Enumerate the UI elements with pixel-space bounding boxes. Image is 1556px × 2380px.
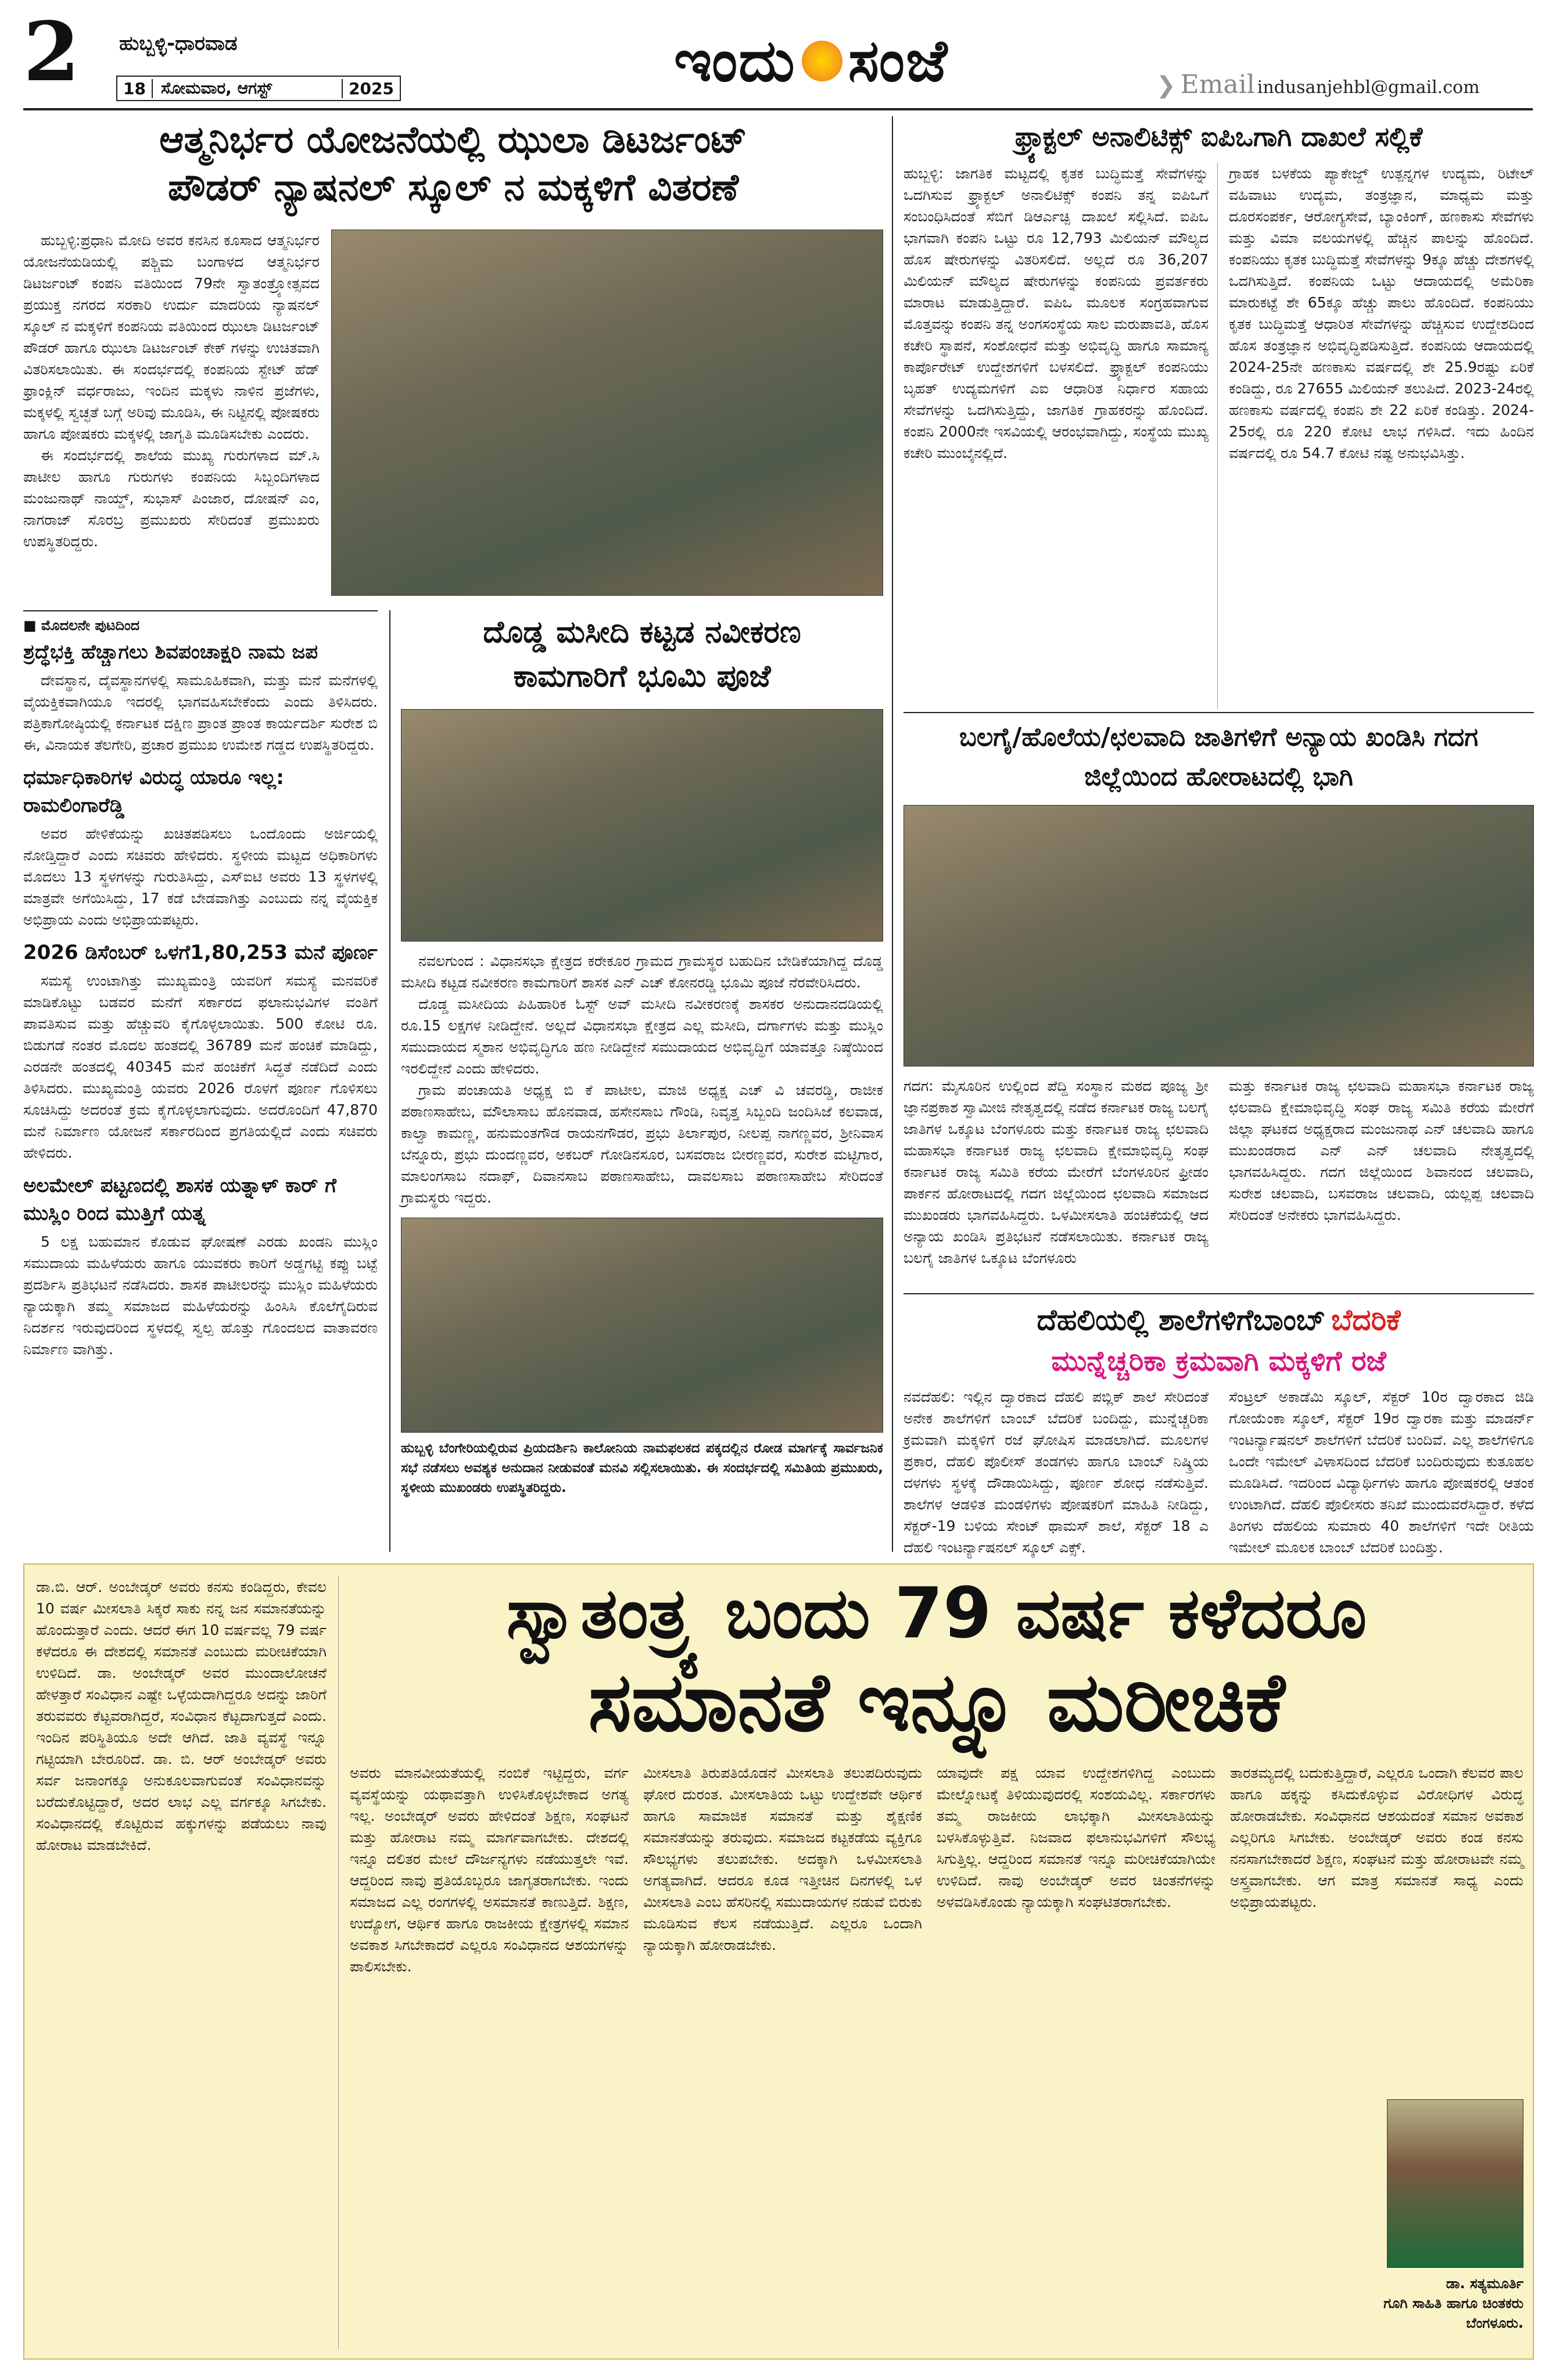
feature-col-divider-1 [338, 1576, 339, 2349]
article5-bottom-rule [904, 1293, 1534, 1294]
feature-col4: ಯಾವುದೇ ಪಕ್ಷ ಯಾವ ಉದ್ದೇಶಗಳಿಗಿದ್ದ ಎಂಬುದು ಮೇಲ್ನೋಟಕ್ಕೆ ತಿಳಿಯುವುದರಲ್ಲಿ ಸಂಶಯವಿಲ್ಲ. ಸರ್ಕಾರಗಳು ತಮ್ಮ ರಾಜಕೀಯ ಲಾಭಕ್ಕಾಗಿ ಮೀಸಲಾತಿಯನ್ನು ಬಳಸಿಕೊಳ್ಳುತ್ತಿವೆ. ನಿಜವಾದ ಫಲಾನುಭವಿಗಳಿಗೆ ಸೌಲಭ್ಯ ಸಿಗುತ್ತಿಲ್ಲ. ಆದ್ದರಿಂದ ಸಮಾನತೆ ಇನ್ನೂ ಮರೀಚಿಕೆಯಾಗಿಯೇ ಉಳಿದಿದೆ. ನಾವು ಅಂಬೇಡ್ಕರ್ ಅವರ ಚಿಂತನೆಗಳನ್ನು ಅಳವಡಿಸಿಕೊಂಡು ನ್ಯಾಯಕ್ಕಾಗಿ ಸಂಘಟಿತರಾಗಬೇಕು. [937, 1765, 1216, 1910]
article-jhula-detergent [23, 116, 883, 604]
article4-headline: ಫ್ರ್ಯಾಕ್ಟಲ್ ಅನಾಲಿಟಿಕ್ಸ್ ಐಪಿಒಗಾಗಿ ದಾಖಲೆ ಸಲ್ಲಿಕೆ [1014, 121, 1423, 152]
sidebar-item-3-title: 2026 ಡಿಸೆಂಬರ್ ಒಳಗೆ1,80,253 ಮನೆ ಪೂರ್ಣ [23, 941, 378, 964]
sidebar-item-1-title: ಶ್ರದ್ಧೆಭಕ್ತಿ ಹೆಚ್ಚಾಗಲು ಶಿವಪಂಚಾಕ್ಷರಿ ನಾಮ ಜಪ [23, 640, 318, 664]
article5-col1: ಗದಗ: ಮೈಸೂರಿನ ಉಲ್ಲಿಂದ ಪೆದ್ದಿ ಸಂಸ್ಥಾನ ಮಠದ ಪೂಜ್ಯ ಶ್ರೀ ಜ್ಞಾನಪ್ರಕಾಶ ಸ್ವಾಮೀಜಿ ನೇತೃತ್ವದಲ್ಲಿ ನಡೆದ ಕರ್ನಾಟಕ ರಾಜ್ಯ ಬಲಗೈ ಜಾತಿಗಳ ಒಕ್ಕೂಟ ಬೆಂಗಳೂರು ಮತ್ತು ಕರ್ನಾಟಕ ರಾಜ್ಯ ಛಲವಾದಿ ಮಹಾಸಭಾ ಕರ್ನಾಟಕ ರಾಜ್ಯ ಛಲವಾದಿ ಕ್ಷೇಮಾಭಿವೃದ್ಧಿ ಸಂಘ ಕರ್ನಾಟಕ ರಾಜ್ಯ ಸಮಿತಿ ಕರೆಯ ಮೇರೆಗೆ ಬೆಂಗಳೂರಿನ ಫ್ರೀಡಂ ಪಾರ್ಕನ ಹೋರಾಟದಲ್ಲಿ ಗದಗ ಜಿಲ್ಲೆಯಿಂದ ಛಲವಾದಿ ಸಮಾಜದ ಮುಖಂಡರು ಭಾಗವಹಿಸಿದ್ದರು. ಒಳಮೀಸಲಾತಿ ಹಂಚಿಕೆಯಲ್ಲಿ ಆದ ಅನ್ಯಾಯ ಖಂಡಿಸಿ ಪ್ರತಿಭಟನೆ ನಡೆಸಲಾಯಿತು. ಕರ್ನಾಟಕ ರಾಜ್ಯ ಬಲಗೈ ಜಾತಿಗಳ ಒಕ್ಕೂಟ ಬೆಂಗಳೂರು [904, 1078, 1209, 1266]
sidebar-divider [389, 610, 390, 1552]
sidebar-continued [23, 610, 378, 1552]
photo3-caption: ಹುಬ್ಬಳ್ಳಿ ಬೆಂಗೇರಿಯಲ್ಲಿರುವ ಪ್ರಿಯದರ್ಶಿನಿ ಕಾಲೋನಿಯ ನಾಮಫಲಕದ ಪಕ್ಕದಲ್ಲಿನ ರೋಡ ಮಾರ್ಗಕ್ಕೆ ಸಾರ್ವಜನಿಕ ಸಭೆ ನಡೆಸಲು ಅವಶ್ಯಕ ಅನುದಾನ ನೀಡುವಂತೆ ಮನವಿ ಸಲ್ಲಿಸಲಾಯಿತು. ಈ ಸಂದರ್ಭದಲ್ಲಿ ಸಮಿತಿಯ ಪ್ರಮುಖರು, ಸ್ಥಳೀಯ ಮುಖಂಡರು ಉಪಸ್ಥಿತರಿದ್ದರು. [401, 1441, 883, 1495]
article-delhi-bomb-threat [904, 1299, 1534, 1556]
sidebar-intro: ■ ಮೊದಲನೇ ಪುಟದಿಂದ [23, 617, 140, 634]
article-fractal-ipo [904, 116, 1534, 715]
chevron-right-icon: ❯ [1156, 72, 1176, 99]
article2-para-1: ನವಲಗುಂದ : ವಿಧಾನಸಭಾ ಕ್ಷೇತ್ರದ ಕರೇಕೂರ ಗ್ರಾಮದ ಗ್ರಾಮಸ್ಥರ ಬಹುದಿನ ಬೇಡಿಕೆಯಾಗಿದ್ದ ದೊಡ್ಡ ಮಸೀದಿ ಕಟ್ಟಡ ನವೀಕರಣ ಕಾಮಗಾರಿಗೆ ಶಾಸಕ ಎನ್ ಎಚ್ ಕೋನರಡ್ಡಿ ಭೂಮಿ ಪೂಜೆ ನೆರವೇರಿಸಿದರು. [401, 953, 883, 991]
feature-col1: ಡಾ.ಬಿ. ಆರ್. ಅಂಬೇಡ್ಕರ್ ಅವರು ಕನಸು ಕಂಡಿದ್ದರು, ಕೇವಲ 10 ವರ್ಷ ಮೀಸಲಾತಿ ಸಿಕ್ಕರೆ ಸಾಕು ನನ್ನ ಜನ ಸಮಾನತೆಯನ್ನು ಹೊಂದುತ್ತಾರೆ ಎಂದು. ಆದರೆ ಈಗ 10 ವರ್ಷವಲ್ಲ 79 ವರ್ಷ ಕಳೆದರೂ ಈ ದೇಶದಲ್ಲಿ ಸಮಾನತೆ ಎಂಬುದು ಮರೀಚಿಕೆಯಾಗಿ ಉಳಿದಿದೆ. ಡಾ. ಅಂಬೇಡ್ಕರ್ ಅವರ ಮುಂದಾಲೋಚನೆ ಹೇಳತ್ತಾರೆ ಸಂವಿಧಾನ ಎಷ್ಟೇ ಒಳ್ಳೆಯದಾಗಿದ್ದರೂ ಅದನ್ನು ಜಾರಿಗೆ ತರುವವರು ಕೆಟ್ಟವರಾಗಿದ್ದರೆ, ಸಂವಿಧಾನ ಕೆಟ್ಟದಾಗುತ್ತದೆ ಎಂದು. ಇಂದಿನ ಪರಿಸ್ಥಿತಿಯೂ ಅದೇ ಆಗಿದೆ. ಜಾತಿ ವ್ಯವಸ್ಥೆ ಇನ್ನೂ ಗಟ್ಟಿಯಾಗಿ ಬೇರೂರಿದೆ. ಡಾ. ಬಿ. ಆರ್ ಅಂಬೇಡ್ಕರ್ ಅವರು ಸರ್ವ ಜನಾಂಗಕ್ಕೂ ಅನುಕೂಲವಾಗುವಂತೆ ಸಂವಿಧಾನವನ್ನು ಬರೆದುಕೊಟ್ಟಿದ್ದಾರೆ, ಅದರ ಲಾಭ ಎಲ್ಲ ವರ್ಗಕ್ಕೂ ಸಿಗಬೇಕು. ಸಂವಿಧಾನದಲ್ಲಿ ಕೊಟ್ಟಿರುವ ಹಕ್ಕುಗಳನ್ನು ಪಡೆಯಲು ನಾವು ಹೋರಾಟ ಮಾಡಬೇಕಿದೆ. [36, 1579, 327, 1853]
article4-bottom-rule [904, 712, 1534, 713]
date-day: 18 [117, 79, 153, 98]
article6-headline-black: ದೆಹಲಿಯಲ್ಲಿ ಶಾಲೆಗಳಿಗೆಬಾಂಬ್ [1037, 1303, 1326, 1337]
article6-subheadline: ಮುನ್ನೆಚ್ಚರಿಕಾ ಕ್ರಮವಾಗಿ ಮಕ್ಕಳಿಗೆ ರಜೆ [1051, 1345, 1386, 1377]
sidebar-item-4-title: ಅಲಮೇಲ್ ಪಟ್ಟಣದಲ್ಲಿ ಶಾಸಕ ಯತ್ನಾಳ್ ಕಾರ್ ಗೆ ಮುಸ್ಲಿಂ ರಿಂದ ಮುತ್ತಿಗೆ ಯತ್ನ [23, 1174, 336, 1225]
masthead-rule [23, 108, 1533, 110]
article5-photo-protest [904, 805, 1534, 1066]
sidebar-top-rule [23, 610, 378, 611]
page-number: 2 [23, 5, 80, 100]
date-text: ಸೋಮವಾರ, ಆಗಸ್ಟ್ [160, 78, 273, 98]
article1-para-2: ಈ ಸಂದರ್ಭದಲ್ಲಿ ಶಾಲೆಯ ಮುಖ್ಯ ಗುರುಗಳಾದ ಮ್.ಸಿ ಪಾಟೀಲ ಹಾಗೂ ಗುರುಗಳು ಕಂಪನಿಯ ಸಿಬ್ಬಂದಿಗಳಾದ ಮಂಜುನಾಥ್ ನಾಯ್ಡ್, ಸುಭಾಸ್ ಪಿಂಜಾರ, ದೋಷನ್ ಎಂ, ನಾಗರಾಜ್ ಸೊರಬ್ರ ಪ್ರಮುಖರು ಸೇರಿದಂತೆ ಪ್ರಮುಖರು ಉಪಸ್ಥಿತರಿದ್ದರು. [23, 447, 320, 550]
article2-headline: ದೊಡ್ಡ ಮಸೀದಿ ಕಟ್ಟಡ ನವೀಕರಣ ಕಾಮಗಾರಿಗೆ ಭೂಮಿ ಪೂಜೆ [483, 615, 801, 694]
article2-photo-bhoomi-pooja [401, 709, 883, 942]
sidebar-item-2 [23, 764, 378, 930]
article6-headline [904, 1299, 1534, 1341]
edition-label: ಹುಬ್ಬಳ್ಳಿ-ಧಾರವಾಡ [119, 32, 238, 55]
article6-col2: ಸೆಂಟ್ರಲ್ ಅಕಾಡೆಮಿ ಸ್ಕೂಲ್, ಸೆಕ್ಟರ್ 10ರ ದ್ವಾರಕಾದ ಜಿಡಿ ಗೋಯೆಂಕಾ ಸ್ಕೂಲ್, ಸೆಕ್ಟರ್ 19ರ ದ್ವಾರಕಾ ಮತ್ತು ಮಾಡರ್ನ್ ಇಂಟರ್ನ್ಯಾಷನಲ್ ಶಾಲೆಗಳಿಗೆ ಬೆದರಿಕೆ ಬಂದಿವೆ. ಎಲ್ಲ ಶಾಲೆಗಳಿಗೂ ಒಂದೇ ಇಮೇಲ್ ವಿಳಾಸದಿಂದ ಬೆದರಿಕೆ ಬಂದಿರುವುದು ಕುತೂಹಲ ಮೂಡಿಸಿದೆ. ಇದರಿಂದ ವಿದ್ಯಾರ್ಥಿಗಳು ಹಾಗೂ ಪೋಷಕರಲ್ಲಿ ಆತಂಕ ಉಂಟಾಗಿದೆ. ದೆಹಲಿ ಪೊಲೀಸರು ತನಿಖೆ ಮುಂದುವರೆಸಿದ್ದಾರೆ. ಕಳೆದ ತಿಂಗಳು ದೆಹಲಿಯ ಸುಮಾರು 40 ಶಾಲೆಗಳಿಗೆ ಇದೇ ರೀತಿಯ ಇಮೇಲ್ ಮೂಲಕ ಬಾಂಬ್ ಬೆದರಿಕೆ ಬಂದಿತ್ತು. [1229, 1388, 1534, 1556]
sidebar-item-4 [23, 1172, 378, 1360]
article4-divider [1217, 163, 1218, 709]
sun-icon [802, 41, 842, 81]
author-place: ಬೆಂಗಳೂರು. [1466, 2315, 1523, 2331]
feature-equality [23, 1563, 1534, 2360]
article6-headline-red: ಬೆದರಿಕೆ [1331, 1303, 1401, 1337]
article5-headline: ಬಲಗೈ/ಹೊಲೆಯ/ಛಲವಾದಿ ಜಾತಿಗಳಿಗೆ ಅನ್ಯಾಯ ಖಂಡಿಸಿ ಗದಗ ಜಿಲ್ಲೆಯಿಂದ ಹೋರಾಟದಲ್ಲಿ ಭಾಗಿ [959, 722, 1479, 792]
article1-photo-school-children [331, 230, 883, 596]
photo3-image [401, 1218, 883, 1433]
sidebar-item-3-text: ಸಮಸ್ಯೆ ಉಂಟಾಗಿತ್ತು ಮುಖ್ಯಮಂತ್ರಿ ಯವರಿಗೆ ಸಮಸ್ಯೆ ಮನವರಿಕೆ ಮಾಡಿಕೊಟ್ಟು ಬಡವರ ಮನೆಗೆ ಸರ್ಕಾರದ ಫಲಾನುಭವಿಗಳ ವಂತಿಗೆ ಪಾವತಿಸುವ ಮತ್ತು ಹೆಚ್ಚುವರಿ ಕೈಗೊಳ್ಳಲಾಯಿತು. 500 ಕೋಟಿ ರೂ. ಬಿಡುಗಡೆ ನಂತರ ಮೊದಲ ಹಂತದಲ್ಲಿ 36789 ಮನೆ ಹಂಚಿಕೆ ಮಾಡಿದ್ದು, ಎರಡನೇ ಹಂತದಲ್ಲಿ 40345 ಮನೆ ಹಂಚಿಕೆಗೆ ಸಿದ್ಧತೆ ನಡೆದಿದೆ ಎಂದು ತಿಳಿಸಿದರು. ಮುಖ್ಯಮಂತ್ರಿ ಯವರು 2026 ರೊಳಗೆ ಪೂರ್ಣ ಗೊಳಿಸಲು ಸೂಚಿಸಿದ್ದು ಅದರಂತೆ ಕ್ರಮ ಕೈಗೊಳ್ಳಲಾಗುವುದು. ಅದರೊಂದಿಗೆ 47,870 ಮನೆ ನಿರ್ಮಾಣ ಯೋಜನೆ ಸರ್ಕಾರದಿಂದ ಪ್ರಗತಿಯಲ್ಲಿದೆ ಎಂದು ಸಚಿವರು ಹೇಳಿದರು. [23, 972, 378, 1161]
article1-headline-line2: ಪೌಡರ್ ನ್ಯಾಷನಲ್ ಸ್ಕೂಲ್ ನ ಮಕ್ಕಳಿಗೆ ವಿತರಣೆ [167, 166, 739, 209]
author-info [1230, 2274, 1523, 2333]
article4-col1: ಹುಬ್ಬಳ್ಳಿ: ಜಾಗತಿಕ ಮಟ್ಟದಲ್ಲಿ ಕೃತಕ ಬುದ್ಧಿಮತ್ತೆ ಸೇವೆಗಳನ್ನು ಒದಗಿಸುವ ಫ್ರ್ಯಾಕ್ಟಲ್ ಅನಾಲಿಟಿಕ್ಸ್ ಕಂಪನಿ ತನ್ನ ಐಪಿಒಗೆ ಸಂಬಂಧಿಸಿದಂತೆ ಸೆಬಿಗೆ ಡಿಆರ್ಎಚ್ಪಿ ದಾಖಲೆ ಸಲ್ಲಿಸಿದೆ. ಐಪಿಒ ಭಾಗವಾಗಿ ಕಂಪನಿ ಒಟ್ಟು ರೂ 12,793 ಮಿಲಿಯನ್ ಮೌಲ್ಯದ ಹೊಸ ಷೇರುಗಳನ್ನು ವಿತರಿಸಲಿದೆ. ಅಲ್ಲದೆ ರೂ 36,207 ಮಿಲಿಯನ್ ಮೌಲ್ಯದ ಷೇರುಗಳನ್ನು ಕಂಪನಿಯ ಪ್ರವರ್ತಕರು ಮಾರಾಟ ಮಾಡುತ್ತಿದ್ದಾರೆ. ಐಪಿಒ ಮೂಲಕ ಸಂಗ್ರಹವಾಗುವ ಮೊತ್ತವನ್ನು ಕಂಪನಿ ತನ್ನ ಅಂಗಸಂಸ್ಥೆಯ ಸಾಲ ಮರುಪಾವತಿ, ಹೊಸ ಕಚೇರಿ ಸ್ಥಾಪನೆ, ಸಂಶೋಧನೆ ಮತ್ತು ಅಭಿವೃದ್ಧಿ ಹಾಗೂ ಸಾಮಾನ್ಯ ಕಾರ್ಪೊರೇಟ್ ಉದ್ದೇಶಗಳಿಗೆ ಬಳಸಲಿದೆ. ಫ್ರ್ಯಾಕ್ಟಲ್ ಕಂಪನಿಯು ಬೃಹತ್ ಉದ್ಯಮಗಳಿಗೆ ಎಐ ಆಧಾರಿತ ನಿರ್ಧಾರ ಸಹಾಯ ಸೇವೆಗಳನ್ನು ಒದಗಿಸುತ್ತಿದ್ದು, ಜಾಗತಿಕ ಗ್ರಾಹಕರನ್ನು ಹೊಂದಿದೆ. ಕಂಪನಿ 2000ನೇ ಇಸವಿಯಲ್ಲಿ ಆರಂಭವಾಗಿದ್ದು, ಸಂಸ್ಥೆಯ ಮುಖ್ಯ ಕಚೇರಿ ಮುಂಬೈನಲ್ಲಿದೆ. [904, 165, 1209, 461]
article4-col2: ಗ್ರಾಹಕ ಬಳಕೆಯ ಪ್ಯಾಕೇಜ್ಡ್ ಉತ್ಪನ್ನಗಳ ಉದ್ಯಮ, ರಿಟೇಲ್ ವಹಿವಾಟು ಉದ್ಯಮ, ತಂತ್ರಜ್ಞಾನ, ಮಾಧ್ಯಮ ಮತ್ತು ದೂರಸಂಪರ್ಕ, ಆರೋಗ್ಯಸೇವೆ, ಬ್ಯಾಂಕಿಂಗ್, ಹಣಕಾಸು ಸೇವೆಗಳು ಮತ್ತು ವಿಮಾ ವಲಯಗಳಲ್ಲಿ ಹೆಚ್ಚಿನ ಪಾಲನ್ನು ಹೊಂದಿದೆ. ಕಂಪನಿಯು ಕೃತಕ ಬುದ್ಧಿಮತ್ತೆ ಸೇವೆಗಳನ್ನು 9ಕ್ಕೂ ಹೆಚ್ಚು ದೇಶಗಳಲ್ಲಿ ಒದಗಿಸುತ್ತಿದೆ. ಕಂಪನಿಯ ಒಟ್ಟು ಆದಾಯದಲ್ಲಿ ಅಮೆರಿಕಾ ಮಾರುಕಟ್ಟೆ ಶೇ 65ಕ್ಕೂ ಹೆಚ್ಚು ಪಾಲು ಹೊಂದಿದೆ. ಕಂಪನಿಯು ಕೃತಕ ಬುದ್ಧಿಮತ್ತೆ ಆಧಾರಿತ ಸೇವೆಗಳನ್ನು ಹೆಚ್ಚಿಸುವ ಉದ್ದೇಶದಿಂದ ಹೊಸ ತಂತ್ರಜ್ಞಾನ ಅಭಿವೃದ್ಧಿಪಡಿಸುತ್ತಿದೆ. ಕಂಪನಿಯ ಆದಾಯದಲ್ಲಿ 2024-25ನೇ ಹಣಕಾಸು ವರ್ಷದಲ್ಲಿ ಶೇ 25.9ರಷ್ಟು ಏರಿಕೆ ಕಂಡಿದ್ದು, ರೂ 27655 ಮಿಲಿಯನ್ ತಲುಪಿದೆ. 2023-24ರಲ್ಲಿ ಹಣಕಾಸು ವರ್ಷದಲ್ಲಿ ಕಂಪನಿ ಶೇ 22 ಏರಿಕೆ ಕಂಡಿತ್ತು. 2024-25ರಲ್ಲಿ ರೂ 220 ಕೋಟಿ ಲಾಭ ಗಳಿಸಿದೆ. ಇದು ಹಿಂದಿನ ವರ್ಷದಲ್ಲಿ ರೂ 54.7 ಕೋಟಿ ನಷ್ಟ ಅನುಭವಿಸಿತ್ತು. [1229, 165, 1534, 461]
feature-col5: ತಾರತಮ್ಯದಲ್ಲಿ ಬದುಕುತ್ತಿದ್ದಾರೆ, ಎಲ್ಲರೂ ಒಂದಾಗಿ ಕೆಲವರ ಪಾಲ ಹಾಗೂ ಹಕ್ಕನ್ನು ಕಸಿದುಕೊಳ್ಳುವ ವಿರೋಧಿಗಳ ವಿರುದ್ಧ ಹೋರಾಡಬೇಕು. ಸಂವಿಧಾನದ ಆಶಯದಂತೆ ಸಮಾನ ಅವಕಾಶ ಎಲ್ಲರಿಗೂ ಸಿಗಬೇಕು. ಅಂಬೇಡ್ಕರ್ ಅವರು ಕಂಡ ಕನಸು ನನಸಾಗಬೇಕಾದರೆ ಶಿಕ್ಷಣ, ಸಂಘಟನೆ ಮತ್ತು ಹೋರಾಟವೇ ನಮ್ಮ ಅಸ್ತ್ರವಾಗಬೇಕು. ಆಗ ಮಾತ್ರ ಸಮಾನತೆ ಸಾಧ್ಯ ಎಂದು ಅಭಿಪ್ರಾಯಪಟ್ಟರು. [1230, 1765, 1523, 1910]
masthead [0, 0, 1556, 110]
article2-para-3: ಗ್ರಾಮ ಪಂಚಾಯತಿ ಅಧ್ಯಕ್ಷ ಬಿ ಕೆ ಪಾಟೀಲ, ಮಾಜಿ ಅಧ್ಯಕ್ಷ ಎಚ್ ವಿ ಚವರಡ್ಡಿ, ರಾಜೀಕ ಪಠಾಣಸಾಹೇಬ, ಮೌಲಾಸಾಬ ಹೊನವಾಡ, ಹಸೇನಸಾಬ ಗೌಂಡಿ, ನಿವೃತ್ತ ಸಿಬ್ಬಂದಿ ಜಂದಿಸಿಜೆ ಕಲವಾಡ, ಕಾಲ್ವಾ ಕಾಮಣ್ಣ, ಹನುಮಂತಗೌಡ ರಾಯನಗೌಡರ, ಪ್ರಭು ತಿರ್ಲಾಪುರ, ನೀಲಪ್ಪ ನಾಗಣ್ಣವರ, ಶ್ರೀನಿವಾಸ ಬೆನ್ನೂರು, ಪ್ರಭು ದುಂದಣ್ಣವರ, ಅಕಬರ್ ಗೋಡಿನಸೂರ, ಬಸವರಾಜ ಬೀರಣ್ಣವರ, ಸುರೇಶ ಮಟ್ಟಿಗಾರ, ಮಾಲಂಗಸಾಬ ನದಾಫ್, ದಿವಾನಸಾಬ ಪಠಾಣಸಾಹೇಬ, ದಾವಲಸಾಬ ಪಠಾಣಸಾಹೇಬ ಸೇರಿದಂತೆ ಗ್ರಾಮಸ್ಥರು ಇದ್ದರು. [401, 1082, 883, 1206]
article1-headline [23, 116, 883, 212]
article2-para-2: ದೊಡ್ಡ ಮಸೀದಿಯ ಪಿಹಿಹಾರಿಕ ಓಸ್ಟ್ ಅವ್ ಮಸೀದಿ ನವೀಕರಣಕ್ಕೆ ಶಾಸಕರ ಅನುದಾನದಡಿಯಲ್ಲಿ ರೂ.15 ಲಕ್ಷಗಳ ನೀಡಿದ್ದೇನೆ. ಅಲ್ಲದೆ ವಿಧಾನಸಭಾ ಕ್ಷೇತ್ರದ ಎಲ್ಲ ಮಸೀದಿ, ದರ್ಗಾಗಳು ಮತ್ತು ಮುಸ್ಲಿಂ ಸಮುದಾಯದ ಸ್ಮಶಾನ ಅಭಿವೃದ್ಧಿಗೂ ಹಣ ನೀಡಿದ್ದೇನೆ ಸಮುದಾಯದ ಅಭಿವೃದ್ಧಿಗೆ ಯಾವತ್ತೂ ನಿಷ್ಠೆಯಿಂದ ಇರಲಿದ್ದೇನೆ ಎಂದು ಹೇಳಿದರು. [401, 996, 883, 1077]
sidebar-item-1-text: ದೇವಸ್ಥಾನ, ದೈವಸ್ಥಾನಗಳಲ್ಲಿ ಸಾಮೂಹಿಕವಾಗಿ, ಮತ್ತು ಮನೆ ಮನೆಗಳಲ್ಲಿ ವೈಯಕ್ತಿಕವಾಗಿಯೂ ಇದರಲ್ಲಿ ಭಾಗವಹಿಸಬೇಕೆಂದು ಎಂದು ತಿಳಿಸಿದರು. ಪತ್ರಿಕಾಗೋಷ್ಠಿಯಲ್ಲಿ ಕರ್ನಾಟಕ ದಕ್ಷಿಣ ಪ್ರಾಂತ ಪ್ರಾಂತ ಕಾರ್ಯದರ್ಶಿ ಸುರೇಶ ಬಿ ಈ, ವಿನಾಯಕ ತೆಲಗೇರಿ, ಪ್ರಚಾರ ಪ್ರಮುಖ ಉಮೇಶ ಗಡ್ಡದ ಉಪಸ್ಥಿತರಿದ್ದರು. [23, 672, 378, 753]
feature-headline-line2: ಸಮಾನತೆ ಇನ್ನೂ ಮರೀಚಿಕೆ [588, 1655, 1285, 1750]
sidebar-item-4-text: 5 ಲಕ್ಷ ಬಹುಮಾನ ಕೊಡುವ ಘೋಷಣೆ ಎರಡು ಖಂಡನಿ ಮುಸ್ಲಿಂ ಸಮುದಾಯ ಮಹಿಳೆಯರು ಹಾಗೂ ಯುವಕರು ಕಾರಿಗೆ ಅಡ್ಡಗಟ್ಟಿ ಕಪ್ಪು ಬಟ್ಟೆ ಪ್ರದರ್ಶಿಸಿ ಪ್ರತಿಭಟನೆ ನಡೆಸಿದರು. ಶಾಸಕ ಪಾಟೀಲರನ್ನು ಮುಸ್ಲಿಂ ಮಹಿಳೆಯರು ನ್ಯಾಯಕ್ಕಾಗಿ ತಮ್ಮ ಸಮಾಜದ ಮಹಿಳೆಯರನ್ನು ಹಿಂಸಿಸಿ ಕೊಲೆಗೈದಿರುವ ನಿದರ್ಶನ ಇರುವುದರಿಂದ ಸ್ಥಳದಲ್ಲಿ ಸ್ವಲ್ಪ ಹೊತ್ತು ಗೊಂದಲದ ವಾತಾವರಣ ನಿರ್ಮಾಣ ವಾಗಿತ್ತು. [23, 1233, 378, 1358]
newspaper-logo [674, 17, 948, 105]
email-block [1156, 70, 1480, 99]
author-role: ಗೂಗಿ ಸಾಹಿತಿ ಹಾಗೂ ಚಿಂತಕರು [1383, 2295, 1523, 2311]
article1-headline-line1: ಆತ್ಮನಿರ್ಭರ ಯೋಜನೆಯಲ್ಲಿ ಝುಲಾ ಡಿಟರ್ಜಂಟ್ [159, 119, 747, 162]
sidebar-item-3 [23, 939, 378, 1164]
sidebar-item-1 [23, 638, 378, 756]
feature-col2: ಅವರು ಮಾನವೀಯತೆಯಲ್ಲಿ ನಂಬಿಕೆ ಇಟ್ಟಿದ್ದರು, ವರ್ಗ ವ್ಯವಸ್ಥೆಯನ್ನು ಯಥಾವತ್ತಾಗಿ ಉಳಿಸಿಕೊಳ್ಳಬೇಕಾದ ಅಗತ್ಯ ಇಲ್ಲ. ಅಂಬೇಡ್ಕರ್ ಅವರು ಹೇಳಿದಂತೆ ಶಿಕ್ಷಣ, ಸಂಘಟನೆ ಮತ್ತು ಹೋರಾಟ ನಮ್ಮ ಮಾರ್ಗವಾಗಬೇಕು. ದೇಶದಲ್ಲಿ ಇನ್ನೂ ದಲಿತರ ಮೇಲೆ ದೌರ್ಜನ್ಯಗಳು ನಡೆಯುತ್ತಲೇ ಇವೆ. ಆದ್ದರಿಂದ ನಾವು ಪ್ರತಿಯೊಬ್ಬರೂ ಜಾಗೃತರಾಗಬೇಕು. ಇಂದು ಸಮಾಜದ ಎಲ್ಲ ರಂಗಗಳಲ್ಲಿ ಅಸಮಾನತೆ ಕಾಣುತ್ತಿದೆ. ಶಿಕ್ಷಣ, ಉದ್ಯೋಗ, ಆರ್ಥಿಕ ಹಾಗೂ ರಾಜಕೀಯ ಕ್ಷೇತ್ರಗಳಲ್ಲಿ ಸಮಾನ ಅವಕಾಶ ಸಿಗಬೇಕಾದರೆ ಎಲ್ಲರೂ ಸಂವಿಧಾನದ ಆಶಯಗಳನ್ನು ಪಾಲಿಸಬೇಕು. [350, 1765, 629, 1975]
article-mosque-renovation [401, 610, 883, 1206]
article6-col1: ನವದೆಹಲಿ: ಇಲ್ಲಿನ ದ್ವಾರಕಾದ ದೆಹಲಿ ಪಬ್ಲಿಕ್ ಶಾಲೆ ಸೇರಿದಂತೆ ಅನೇಕ ಶಾಲೆಗಳಿಗೆ ಬಾಂಬ್ ಬೆದರಿಕೆ ಬಂದಿದ್ದು, ಮುನ್ನೆಚ್ಚರಿಕಾ ಕ್ರಮವಾಗಿ ಮಕ್ಕಳಿಗೆ ರಜೆ ಘೋಷಿಸ ಮಾಡಲಾಗಿದೆ. ಮೂಲಗಳ ಪ್ರಕಾರ, ದೆಹಲಿ ಪೊಲೀಸ್ ತಂಡಗಳು ಹಾಗೂ ಬಾಂಬ್ ನಿಷ್ಕ್ರಿಯ ದಳಗಳು ಸ್ಥಳಕ್ಕೆ ದೌಡಾಯಿಸಿದ್ದು, ಪೂರ್ಣ ಶೋಧ ನಡೆಸುತ್ತಿವೆ. ಶಾಲೆಗಳ ಆಡಳಿತ ಮಂಡಳಿಗಳು ಪೋಷಕರಿಗೆ ಮಾಹಿತಿ ನೀಡಿದ್ದು, ಸೆಕ್ಟರ್-19 ಬಳಿಯ ಸೇಂಟ್ ಥಾಮಸ್ ಶಾಲೆ, ಸೆಕ್ಟರ್ 18 ಎ ದೆಹಲಿ ಇಂಟರ್ನ್ಯಾಷನಲ್ ಸ್ಕೂಲ್ ಎಕ್ಸ್. [904, 1388, 1209, 1556]
feature-col3: ಮೀಸಲಾತಿ ತಿರುಪತಿಯೊಡನೆ ಮೀಸಲಾತಿ ತಲುಪದಿರುವುದು ಘೋರ ದುರಂತ. ಮೀಸಲಾತಿಯ ಒಟ್ಟು ಉದ್ದೇಶವೇ ಆರ್ಥಿಕ ಹಾಗೂ ಸಾಮಾಜಿಕ ಸಮಾನತೆ ಮತ್ತು ಶೈಕ್ಷಣಿಕ ಸಮಾನತೆಯನ್ನು ತರುವುದು. ಸಮಾಜದ ಕಟ್ಟಕಡೆಯ ವ್ಯಕ್ತಿಗೂ ಸೌಲಭ್ಯಗಳು ತಲುಪಬೇಕು. ಅದಕ್ಕಾಗಿ ಒಳಮೀಸಲಾತಿ ಅಗತ್ಯವಾಗಿದೆ. ಆದರೂ ಕೂಡ ಇತ್ತೀಚಿನ ದಿನಗಳಲ್ಲಿ ಒಳ ಮೀಸಲಾತಿ ಎಂಬ ಹೆಸರಿನಲ್ಲಿ ಸಮುದಾಯಗಳ ನಡುವೆ ಬಿರುಕು ಮೂಡಿಸುವ ಕೆಲಸ ನಡೆಯುತ್ತಿದೆ. ಎಲ್ಲರೂ ಒಂದಾಗಿ ನ್ಯಾಯಕ್ಕಾಗಿ ಹೋರಾಡಬೇಕು. [643, 1765, 922, 1953]
article1-body [23, 230, 320, 602]
date-year: 2025 [342, 79, 400, 98]
feature-author-block [1230, 2099, 1523, 2349]
article1-para-1: ಹುಬ್ಬಳ್ಳಿ:ಪ್ರಧಾನಿ ಮೋದಿ ಅವರ ಕನಸಿನ ಕೂಸಾದ ಆತ್ಮನಿರ್ಭರ ಯೋಜನೆಯಡಿಯಲ್ಲಿ ಪಶ್ಚಿಮ ಬಂಗಾಳದ ಆತ್ಮನಿರ್ಭರ ಡಿಟರ್ಜಂಟ್ ಕಂಪನಿ ವತಿಯಿಂದ 79ನೇ ಸ್ವಾತಂತ್ರ್ಯೋತ್ಸವದ ಪ್ರಯುಕ್ತ ನಗರದ ಸರಕಾರಿ ಉರ್ದು ಮಾದರಿಯ ನ್ಯಾಷನಲ್ ಸ್ಕೂಲ್ ನ ಮಕ್ಕಳಿಗೆ ಕಂಪನಿಯ ವತಿಯಿಂದ ಝುಲಾ ಡಿಟರ್ಜಂಟ್ ಪೌಡರ್ ಹಾಗೂ ಝುಲಾ ಡಿಟರ್ಜಂಟ್ ಕೇಕ್ ಗಳನ್ನು ಉಚಿತವಾಗಿ ವಿತರಿಸಲಾಯಿತು. ಈ ಸಂದರ್ಭದಲ್ಲಿ ಕಂಪನಿಯ ಸ್ಟೇಟ್ ಹೆಡ್ ಫ್ರಾಂಕ್ಲಿನ್ ವರ್ಧರಾಜು, ಇಂದಿನ ಮಕ್ಕಳು ನಾಳಿನ ಪ್ರಜೆಗಳು, ಮಕ್ಕಳಲ್ಲಿ ಸ್ವಚ್ಛತೆ ಬಗ್ಗೆ ಅರಿವು ಮೂಡಿಸಿ, ಈ ನಿಟ್ಟಿನಲ್ಲಿ ಪೋಷಕರು ಹಾಗೂ ಪೋಷಕರು ಮಕ್ಕಳಲ್ಲಿ ಜಾಗೃತಿ ಮೂಡಿಸಬೇಕು ಎಂದರು. [23, 232, 320, 442]
article2-body [401, 950, 883, 1206]
feature-headline-line1: ಸ್ವಾತಂತ್ರ್ಯ ಬಂದು 79 ವರ್ಷ ಕಳೆದರೂ [506, 1573, 1367, 1654]
sidebar-item-2-title: ಧರ್ಮಾಧಿಕಾರಿಗಳ ವಿರುದ್ಧ ಯಾರೂ ಇಲ್ಲ: ರಾಮಲಿಂಗಾರೆಡ್ಡಿ [23, 766, 284, 817]
article-balagai-protest [904, 718, 1534, 1293]
date-bar [116, 76, 401, 101]
author-photo [1387, 2099, 1523, 2268]
email-value: indusanjehbl@gmail.com [1257, 77, 1480, 98]
feature-headline [350, 1570, 1523, 1751]
sidebar-item-2-text: ಅವರ ಹೇಳಿಕೆಯನ್ನು ಖಚಿತಪಡಿಸಲು ಒಂದೊಂದು ಅರ್ಜಿಯಲ್ಲಿ ನೋಡ್ತಿದ್ದಾರೆ ಎಂದು ಸಚಿವರು ಹೇಳಿದರು. ಸ್ಥಳೀಯ ಮಟ್ಟದ ಅಧಿಕಾರಿಗಳು ಮೊದಲು 13 ಸ್ಥಳಗಳನ್ನು ಗುರುತಿಸಿದ್ದು, ಎಸ್ಐಟಿ ಅವರು 13 ಸ್ಥಳಗಳಲ್ಲಿ ಮಾತ್ರವೇ ಅಗೆಯಿಸಿದ್ದು, 17 ಕಡೆ ಬೇಡವಾಗಿತ್ತು ಎಂಬುದು ನನ್ನ ವೈಯಕ್ತಿಕ ಅಭಿಪ್ರಾಯ ಎಂದು ಅಭಿಪ್ರಾಯಪಟ್ಟರು. [23, 825, 378, 928]
column-divider [892, 116, 893, 1552]
logo-right: ಸಂಜೆ [848, 27, 949, 95]
author-name: ಡಾ. ಸತ್ಯಮೂರ್ತಿ [1446, 2275, 1523, 2292]
email-label: Email [1180, 70, 1255, 99]
photo-memorandum [401, 1218, 883, 1552]
logo-left: ಇಂದು [674, 27, 796, 95]
article5-col2: ಮತ್ತು ಕರ್ನಾಟಕ ರಾಜ್ಯ ಛಲವಾದಿ ಮಹಾಸಭಾ ಕರ್ನಾಟಕ ರಾಜ್ಯ ಛಲವಾದಿ ಕ್ಷೇಮಾಭಿವೃದ್ಧಿ ಸಂಘ ರಾಜ್ಯ ಸಮಿತಿ ಕರೆಯ ಮೇರೆಗೆ ಜಿಲ್ಲಾ ಘಟಕದ ಅಧ್ಯಕ್ಷರಾದ ಮಂಜುನಾಥ ಎನ್ ಚಲವಾದಿ ಹಾಗೂ ಮುಖಂಡರಾದ ಎನ್ ಎನ್ ಚಲವಾದಿ ನೇತೃತ್ವದಲ್ಲಿ ಭಾಗವಹಿಸಿದ್ದರು. ಗದಗ ಜಿಲ್ಲೆಯಿಂದ ಶಿವಾನಂದ ಚಲವಾದಿ, ಸುರೇಶ ಚಲವಾದಿ, ಬಸವರಾಜ ಚಲವಾದಿ, ಯಲ್ಲಪ್ಪ ಚಲವಾದಿ ಸೇರಿದಂತೆ ಅನೇಕರು ಭಾಗವಹಿಸಿದ್ದರು. [1229, 1078, 1534, 1223]
